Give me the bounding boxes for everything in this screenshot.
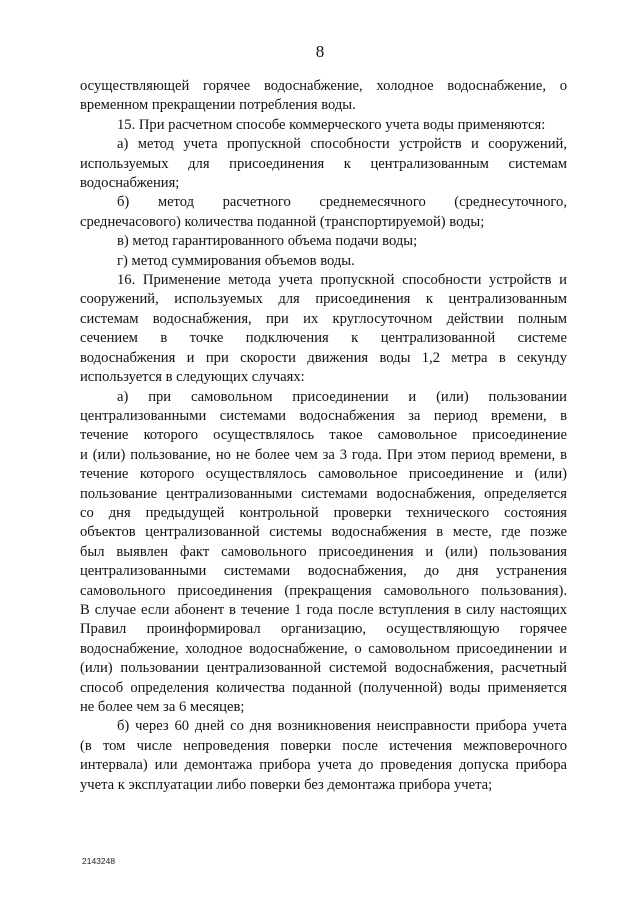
text-line: г) метод суммирования объемов воды. xyxy=(117,252,355,269)
text-line: сечением в точке подключения к централизованной системе xyxy=(80,330,567,347)
text-line: а) при самовольном присоединении и (или) пользовании xyxy=(117,388,567,405)
text-line: водоснабжения и при скорости движения воды 1,2 метра в секунду xyxy=(80,349,567,366)
text-line: б) метод расчетного среднемесячного (среднесуточного, xyxy=(117,194,567,211)
text-line: используемых для присоединения к централизованным системам xyxy=(80,155,567,172)
text-line: учета к эксплуатации либо поверки без демонтажа прибора учета; xyxy=(80,776,493,793)
text-line: (в том числе непроведения поверки после истечения межповерочного xyxy=(80,737,567,754)
text-line: не более чем за 6 месяцев; xyxy=(80,699,245,715)
text-line: б) через 60 дней со дня возникновения неисправности прибора учета xyxy=(117,718,567,735)
text-line: объектов централизованной системы водоснабжения в месте, где позже xyxy=(80,524,567,541)
text-line: (или) пользовании централизованной системой водоснабжения, расчетный xyxy=(80,660,567,677)
text-line: был выявлен факт самовольного присоединения и (или) пользования xyxy=(80,543,567,560)
document-body xyxy=(80,77,567,795)
text-line: Правил проинформировал организацию, осуществляющую горячее xyxy=(80,621,567,638)
text-line: в) метод гарантированного объема подачи воды; xyxy=(117,233,418,250)
text-line: а) метод учета пропускной способности устройств и сооружений, xyxy=(117,136,567,153)
text-line: осуществляющей горячее водоснабжение, холодное водоснабжение, о xyxy=(80,78,567,94)
text-line: сооружений, используемых для присоединения к централизованным xyxy=(80,291,567,308)
text-line: способ определения количества поданной (полученной) воды применяется xyxy=(80,679,567,696)
document-code: 2143248 xyxy=(82,856,116,866)
text-line: временном прекращении потребления воды. xyxy=(80,97,356,114)
text-line: 15. При расчетном способе коммерческого учета воды применяются: xyxy=(117,116,546,133)
text-line: водоснабжения; xyxy=(80,175,180,192)
text-line: среднечасового) количества поданной (транспортируемой) воды; xyxy=(80,213,485,230)
text-line: водоснабжение, холодное водоснабжение, о самовольном присоединении и xyxy=(80,640,567,657)
text-line: самовольного присоединения (прекращения самовольного пользования). xyxy=(80,582,567,599)
text-line: пользование централизованными системами водоснабжения, определяется xyxy=(80,485,567,502)
text-line: и (или) пользование, но не более чем за 3 года. При этом период времени, в xyxy=(80,446,567,463)
text-line: со дня предыдущей контрольной проверки технического состояния xyxy=(80,504,567,521)
text-line: течение которого осуществлялось самовольное присоединение и (или) xyxy=(80,466,567,483)
text-line: используется в следующих случаях: xyxy=(80,369,305,386)
text-line: централизованными системами водоснабжения, до дня устранения xyxy=(80,563,567,580)
text-line: В случае если абонент в течение 1 года после вступления в силу настоящих xyxy=(80,601,567,618)
text-line: системам водоснабжения, при их круглосуточном действии полным xyxy=(80,310,567,327)
text-line: 16. Применение метода учета пропускной способности устройств и xyxy=(117,272,567,289)
text-line: интервала) или демонтажа прибора учета до проведения допуска прибора xyxy=(80,757,567,774)
text-line: централизованными системами водоснабжения за период времени, в xyxy=(80,407,567,424)
page-number: 8 xyxy=(315,42,325,61)
text-line: течение которого осуществлялось такое самовольное присоединение xyxy=(80,427,567,444)
